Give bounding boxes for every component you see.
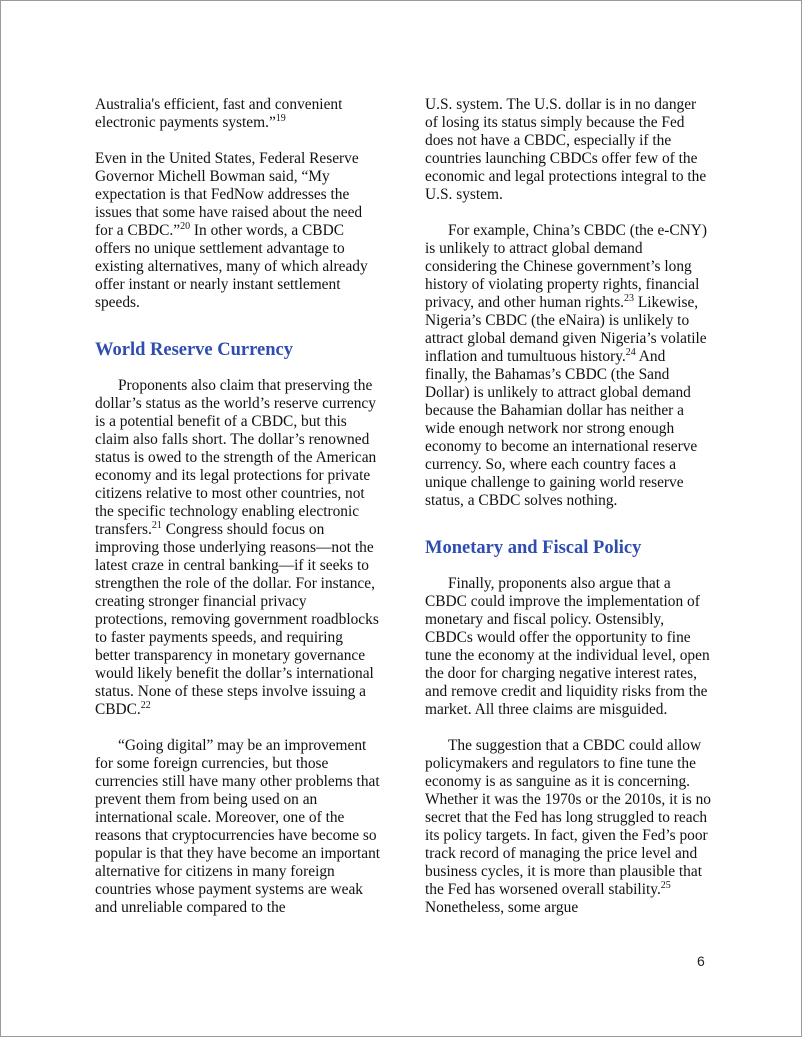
footnote-ref[interactable]: 21	[151, 520, 162, 531]
paragraph-monetary-claims: Finally, proponents also argue that a CBDC could improve the implementation of monetary and fiscal policy. Ostensibly, CBDCs would offer the opportunity to fine tune the economy at the individual level, open the door for charging negative interest rates, and remove credit and liquidity risks from the market. All three claims are misguided.	[425, 575, 710, 718]
paragraph-australia: Australia's efficient, fast and convenient electronic payments system.”$^{19}$	[95, 96, 343, 131]
paragraph-us-system: U.S. system. The U.S. dollar is in no danger of losing its status simply because the Fed does not have a CBDC, especially if the countries launching CBDCs offer few of the economic and legal protections integral to the U.S. system.	[425, 96, 707, 203]
heading-monetary-fiscal-policy: Monetary and Fiscal Policy	[425, 538, 642, 558]
footnote-ref[interactable]: 22	[140, 700, 151, 711]
footnote-ref[interactable]: 25	[660, 880, 671, 891]
heading-world-reserve-currency: World Reserve Currency	[95, 340, 293, 360]
footnote-ref[interactable]: 19	[275, 113, 286, 124]
paragraph-cbdc-examples: For example, China’s CBDC (the e-CNY) is unlikely to attract global demand considering the Chinese government’s long history of violating property rights, financial privacy, and other human rights.$^{23}$ Likewise, Nigeria’s CBDC (the eNaira) is unlikely to attract global demand given Nigeria’s volatile inflation and tumultuous history.$^{24}$ And finally, the Bahamas’s CBDC (the Sand Dollar) is unlikely to attract global demand because the Bahamian dollar has neither a wide enough network nor strong enough economy to become an international reserve currency. So, where each country faces a unique challenge to gaining world reserve status, a CBDC solves nothing.	[425, 222, 708, 509]
paragraph-fednow: Even in the United States, Federal Reserve Governor Michell Bowman said, “My expectation is that FedNow addresses the issues that some have raised about the need for a CBDC.”$^{20}$ In other words, a CBDC offers no unique settlement advantage to existing alternatives, many of which already offer instant or nearly instant settlement speeds.	[95, 150, 368, 311]
footnote-ref[interactable]: 20	[180, 221, 191, 232]
footnote-ref[interactable]: 23	[624, 293, 635, 304]
left-column	[95, 96, 381, 917]
footnote-ref[interactable]: 24	[625, 347, 636, 358]
right-column	[425, 96, 711, 917]
paragraph-going-digital: “Going digital” may be an improvement for some foreign currencies, but those currencies still have many other problems that prevent them from being used on an international scale. Moreover, one of the reasons that cryptocurrencies have become so popular is that they have become an important alternative for citizens in many foreign countries whose payment systems are weak and unreliable compared to the	[95, 737, 381, 916]
page-number: 6	[697, 953, 705, 969]
paragraph-fine-tune: The suggestion that a CBDC could allow policymakers and regulators to fine tune the economy is as sanguine as it is concerning. Whether it was the 1970s or the 2010s, it is no secret that the Fed has long struggled to reach its policy targets. In fact, given the Fed’s poor track record of managing the price level and business cycles, it is more than plausible that the Fed has worsened overall stability.$^{25}$ Nonetheless, some argue	[425, 737, 711, 916]
paragraph-reserve-status: Proponents also claim that preserving the dollar’s status as the world’s reserve currency is a potential benefit of a CBDC, but this claim also falls short. The dollar’s renowned status is owed to the strength of the American economy and its legal protections for private citizens relative to most other countries, not the specific technology enabling electronic transfers.$^{21}$ Congress should focus on improving those underlying reasons—not the latest craze in central banking—if it seeks to strengthen the role of the dollar. For instance, creating stronger financial privacy protections, removing government roadblocks to faster payments speeds, and requiring better transparency in monetary governance would likely benefit the dollar’s international status. None of these steps involve issuing a CBDC.$^{22}$	[95, 377, 379, 718]
